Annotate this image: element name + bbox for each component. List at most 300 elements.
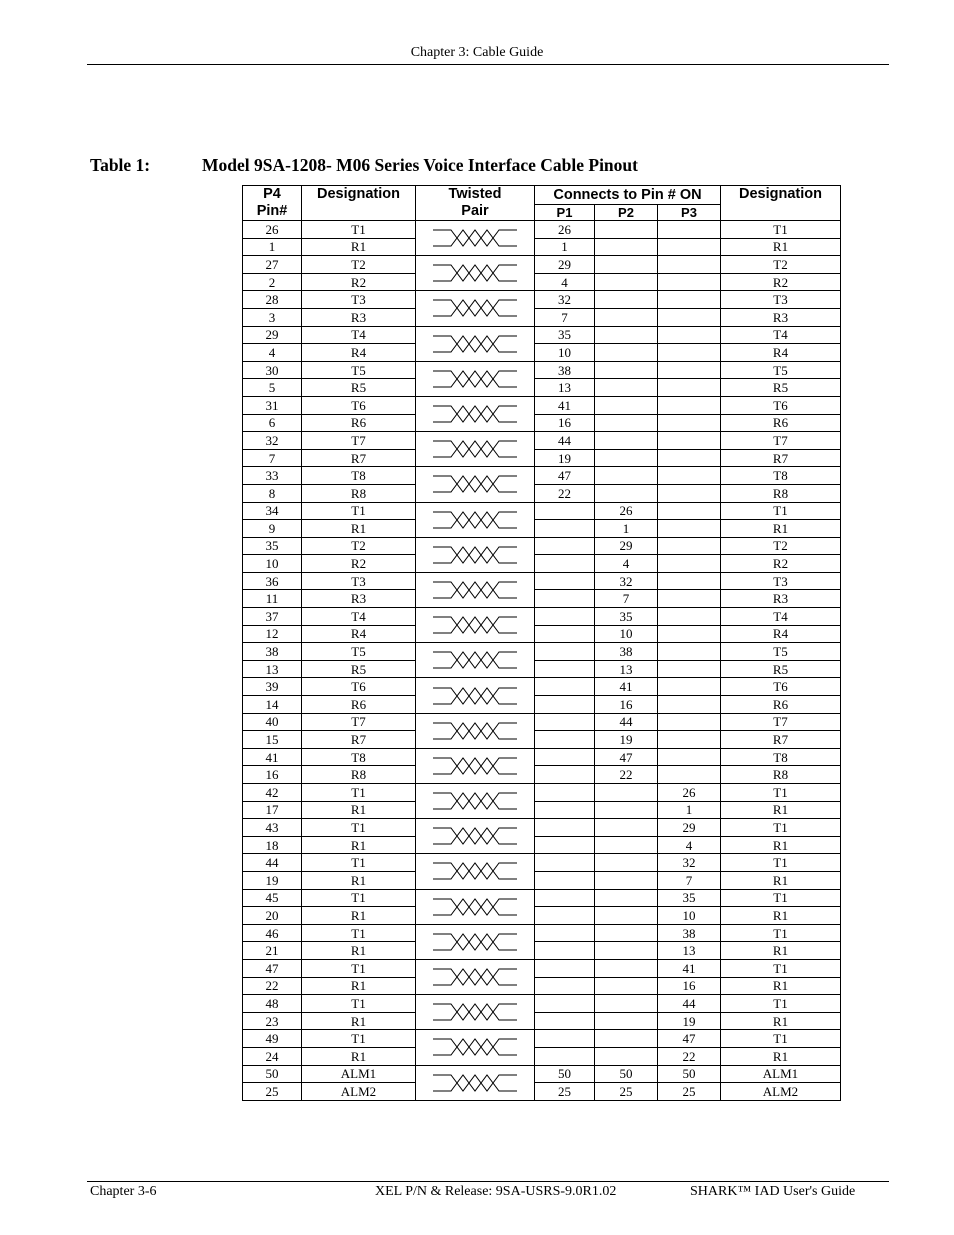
p2-cell [595,854,658,872]
table-row [243,731,841,749]
twisted-pair-icon [431,402,519,426]
designation2-cell: T1 [721,819,841,837]
table-row [243,432,841,450]
table-row [243,361,841,379]
twisted-pair-icon [431,437,519,461]
p3-cell [658,502,721,520]
table-row [243,291,841,309]
p3-cell [658,766,721,784]
p4-pin-cell: 6 [243,414,302,432]
p3-header: P3 [658,205,721,221]
p1-cell [535,731,595,749]
p1-cell: 44 [535,432,595,450]
twisted-pair-icon [431,508,519,532]
designation-cell: R7 [302,449,416,467]
twisted-pair-cell [416,326,535,361]
p1-cell: 35 [535,326,595,344]
table-row [243,942,841,960]
twisted-pair-icon [431,578,519,602]
p4-pin-cell: 16 [243,766,302,784]
designation-cell: R1 [302,977,416,995]
designation-cell: R1 [302,942,416,960]
designation2-cell: T5 [721,361,841,379]
table-row [243,1047,841,1065]
designation-cell: T2 [302,537,416,555]
designation2-cell: R8 [721,484,841,502]
p1-cell [535,520,595,538]
twisted-pair-cell [416,748,535,783]
designation2-cell: T2 [721,256,841,274]
page-header: Chapter 3: Cable Guide [410,45,544,60]
p4-pin-cell: 3 [243,308,302,326]
table-row [243,1012,841,1030]
designation2-cell: R1 [721,801,841,819]
p2-cell [595,396,658,414]
designation2-cell: T1 [721,502,841,520]
table-row [243,660,841,678]
designation2-cell: R1 [721,977,841,995]
p2-cell [595,308,658,326]
p4-pin-header: P4 Pin# [243,186,302,221]
p3-cell [658,361,721,379]
table-row [243,696,841,714]
p1-cell: 50 [535,1065,595,1083]
p1-cell [535,1047,595,1065]
designation2-cell: T8 [721,748,841,766]
p2-cell [595,432,658,450]
p4-pin-cell: 2 [243,273,302,291]
designation-cell: T1 [302,924,416,942]
designation-cell: R1 [302,1012,416,1030]
p3-cell: 38 [658,924,721,942]
p4-pin-cell: 7 [243,449,302,467]
designation2-cell: T1 [721,959,841,977]
designation-cell: T3 [302,291,416,309]
p4-pin-cell: 49 [243,1030,302,1048]
designation-cell: T8 [302,748,416,766]
designation2-cell: R1 [721,907,841,925]
p3-cell: 44 [658,995,721,1013]
p1-cell: 38 [535,361,595,379]
designation2-cell: T8 [721,467,841,485]
table-row [243,326,841,344]
footer-guide: SHARK™ IAD User's Guide [690,1184,856,1199]
p2-cell [595,256,658,274]
p3-cell: 32 [658,854,721,872]
p1-cell [535,572,595,590]
p3-cell [658,643,721,661]
table-row [243,995,841,1013]
p1-cell [535,625,595,643]
designation-cell: T1 [302,1030,416,1048]
table-row [243,467,841,485]
p1-cell [535,977,595,995]
p4-pin-cell: 13 [243,660,302,678]
designation2-cell: R4 [721,625,841,643]
designation-cell: R6 [302,696,416,714]
pinout-body [243,221,841,1101]
p3-cell [658,590,721,608]
p3-cell [658,396,721,414]
p4-pin-cell: 34 [243,502,302,520]
twisted-pair-cell [416,854,535,889]
p4-pin-cell: 21 [243,942,302,960]
designation-cell: R1 [302,238,416,256]
designation-cell: R3 [302,308,416,326]
p2-cell [595,924,658,942]
p2-cell [595,836,658,854]
twisted-pair-cell [416,396,535,431]
p3-cell [658,555,721,573]
twisted-pair-cell [416,643,535,678]
pinout-table [242,185,841,1101]
designation2-cell: R3 [721,308,841,326]
designation-cell: T4 [302,608,416,626]
designation-cell: T1 [302,784,416,802]
p3-cell: 22 [658,1047,721,1065]
p1-cell [535,537,595,555]
p4-pin-cell: 33 [243,467,302,485]
twisted-pair-icon [431,332,519,356]
p4-pin-cell: 24 [243,1047,302,1065]
p2-cell [595,1030,658,1048]
designation-cell: T8 [302,467,416,485]
designation-cell: T1 [302,502,416,520]
p1-cell [535,1012,595,1030]
twisted-pair-cell [416,924,535,959]
p3-cell [658,678,721,696]
p1-cell [535,959,595,977]
table-row [243,748,841,766]
p4-pin-cell: 32 [243,432,302,450]
p3-cell [658,520,721,538]
p2-cell [595,995,658,1013]
p2-cell: 1 [595,520,658,538]
table-row [243,449,841,467]
designation2-cell: T3 [721,291,841,309]
p1-cell [535,995,595,1013]
p4-pin-cell: 31 [243,396,302,414]
p2-cell [595,1047,658,1065]
p4-pin-cell: 37 [243,608,302,626]
footer-rule [87,1181,889,1182]
designation2-cell: R6 [721,696,841,714]
designation2-cell: T1 [721,924,841,942]
designation2-cell: T4 [721,608,841,626]
p2-cell: 25 [595,1083,658,1101]
designation2-cell: R5 [721,379,841,397]
p2-cell [595,942,658,960]
p4-pin-cell: 10 [243,555,302,573]
p4-pin-cell: 23 [243,1012,302,1030]
twisted-pair-cell [416,784,535,819]
table-row [243,238,841,256]
twisted-pair-cell [416,572,535,607]
designation2-cell: T7 [721,432,841,450]
table-row [243,1083,841,1101]
p1-cell [535,748,595,766]
twisted-pair-cell [416,819,535,854]
p2-cell: 41 [595,678,658,696]
p2-cell: 44 [595,713,658,731]
table-row [243,907,841,925]
p3-cell [658,256,721,274]
p2-cell [595,907,658,925]
designation-cell: R1 [302,836,416,854]
designation-cell: T4 [302,326,416,344]
p4-pin-cell: 50 [243,1065,302,1083]
p2-cell: 29 [595,537,658,555]
p3-cell [658,432,721,450]
designation2-cell: T5 [721,643,841,661]
p2-cell [595,449,658,467]
designation-cell: T6 [302,678,416,696]
p1-cell [535,924,595,942]
p4-pin-cell: 5 [243,379,302,397]
p4-pin-cell: 27 [243,256,302,274]
p4-pin-cell: 22 [243,977,302,995]
p4-pin-cell: 40 [243,713,302,731]
p2-cell [595,361,658,379]
p1-cell [535,784,595,802]
p4-pin-cell: 19 [243,871,302,889]
designation2-cell: T6 [721,396,841,414]
twisted-pair-cell [416,1065,535,1100]
table-row [243,977,841,995]
table-row [243,766,841,784]
table-row [243,784,841,802]
designation2-cell: R1 [721,836,841,854]
p2-cell [595,414,658,432]
p3-cell [658,273,721,291]
designation-cell: R7 [302,731,416,749]
designation-cell: T3 [302,572,416,590]
designation2-cell: R1 [721,1047,841,1065]
table-row [243,484,841,502]
p3-cell: 4 [658,836,721,854]
table-row [243,643,841,661]
header-rule [87,64,889,65]
designation-cell: T1 [302,995,416,1013]
p3-cell: 35 [658,889,721,907]
table-caption [90,155,638,176]
twisted-pair-icon [431,613,519,637]
table-row [243,924,841,942]
p4-pin-cell: 18 [243,836,302,854]
p4-pin-cell: 36 [243,572,302,590]
designation-cell: R1 [302,871,416,889]
p2-cell [595,326,658,344]
p2-cell [595,959,658,977]
p2-cell: 4 [595,555,658,573]
p3-cell: 29 [658,819,721,837]
twisted-pair-cell [416,221,535,256]
twisted-pair-cell [416,256,535,291]
p4-pin-cell: 42 [243,784,302,802]
designation-cell: T1 [302,854,416,872]
p1-cell [535,854,595,872]
twisted-pair-icon [431,1035,519,1059]
p1-header: P1 [535,205,595,221]
p4-pin-cell: 14 [243,696,302,714]
twisted-pair-icon [431,965,519,989]
table-row [243,344,841,362]
p3-cell [658,308,721,326]
twisted-pair-cell [416,361,535,396]
table-row [243,308,841,326]
p3-cell: 25 [658,1083,721,1101]
designation-cell: ALM2 [302,1083,416,1101]
twisted-pair-cell [416,959,535,994]
p1-cell: 32 [535,291,595,309]
p4-pin-cell: 39 [243,678,302,696]
p1-cell: 4 [535,273,595,291]
p3-cell: 16 [658,977,721,995]
p1-cell [535,502,595,520]
p3-cell [658,379,721,397]
table-row [243,555,841,573]
twisted-pair-icon [431,859,519,883]
designation2-cell: ALM2 [721,1083,841,1101]
table-row [243,379,841,397]
p1-cell: 22 [535,484,595,502]
p2-cell: 16 [595,696,658,714]
p1-cell [535,836,595,854]
p4-pin-cell: 47 [243,959,302,977]
p2-cell [595,977,658,995]
p2-cell: 50 [595,1065,658,1083]
table-row [243,273,841,291]
p4-pin-cell: 46 [243,924,302,942]
p4-pin-cell: 25 [243,1083,302,1101]
p2-cell [595,379,658,397]
table-row [243,590,841,608]
designation2-cell: R1 [721,520,841,538]
designation2-cell: R1 [721,942,841,960]
p2-cell [595,889,658,907]
twisted-pair-icon [431,824,519,848]
table-row [243,414,841,432]
p1-cell [535,608,595,626]
p3-cell [658,660,721,678]
p2-cell: 38 [595,643,658,661]
p4-pin-cell: 12 [243,625,302,643]
twisted-pair-cell [416,432,535,467]
p3-cell [658,572,721,590]
twisted-pair-icon [431,684,519,708]
p1-cell: 29 [535,256,595,274]
p2-cell [595,344,658,362]
p3-cell: 10 [658,907,721,925]
designation2-cell: R7 [721,449,841,467]
table-row [243,836,841,854]
designation-cell: T1 [302,819,416,837]
p3-cell [658,696,721,714]
designation-cell: T1 [302,221,416,239]
p1-cell [535,660,595,678]
p1-cell [535,678,595,696]
table-row [243,871,841,889]
p3-cell [658,326,721,344]
twisted-pair-icon [431,930,519,954]
designation2-cell: R4 [721,344,841,362]
twisted-pair-cell [416,889,535,924]
designation-cell: T6 [302,396,416,414]
twisted-pair-icon [431,648,519,672]
p3-cell [658,344,721,362]
table-row [243,801,841,819]
designation2-cell: R7 [721,731,841,749]
p2-cell [595,273,658,291]
twisted-pair-icon [431,226,519,250]
designation2-cell: T1 [721,889,841,907]
designation2-cell: ALM1 [721,1065,841,1083]
p3-cell [658,608,721,626]
twisted-pair-cell [416,537,535,572]
p1-cell [535,713,595,731]
p4-pin-cell: 45 [243,889,302,907]
twisted-pair-icon [431,789,519,813]
designation2-cell: T1 [721,221,841,239]
p1-cell: 10 [535,344,595,362]
p1-cell [535,590,595,608]
table-row [243,502,841,520]
twisted-pair-icon [431,367,519,391]
p1-cell [535,766,595,784]
twisted-pair-cell [416,678,535,713]
p1-cell [535,819,595,837]
p4-pin-cell: 35 [243,537,302,555]
table-row [243,678,841,696]
p1-cell: 19 [535,449,595,467]
designation-cell: R3 [302,590,416,608]
p3-cell [658,414,721,432]
designation-cell: R8 [302,766,416,784]
p2-cell [595,484,658,502]
twisted-pair-cell [416,467,535,502]
p1-cell [535,555,595,573]
p2-cell: 19 [595,731,658,749]
designation-cell: T1 [302,889,416,907]
p1-cell [535,871,595,889]
p2-cell: 32 [595,572,658,590]
designation-cell: R2 [302,273,416,291]
p2-cell: 10 [595,625,658,643]
designation2-cell: T1 [721,784,841,802]
designation-cell: R6 [302,414,416,432]
designation-cell: R5 [302,660,416,678]
p4-pin-cell: 20 [243,907,302,925]
designation2-cell: R1 [721,871,841,889]
p2-cell [595,819,658,837]
table-row [243,713,841,731]
p2-cell [595,238,658,256]
designation2-cell: R1 [721,238,841,256]
p1-cell [535,696,595,714]
designation-cell: R4 [302,344,416,362]
p3-cell [658,484,721,502]
designation-cell: R8 [302,484,416,502]
twisted-pair-icon [431,754,519,778]
p1-cell: 16 [535,414,595,432]
designation2-cell: R5 [721,660,841,678]
table-row [243,608,841,626]
p4-pin-cell: 43 [243,819,302,837]
table-row [243,520,841,538]
designation-cell: T1 [302,959,416,977]
p4-pin-cell: 28 [243,291,302,309]
designation-cell: R2 [302,555,416,573]
